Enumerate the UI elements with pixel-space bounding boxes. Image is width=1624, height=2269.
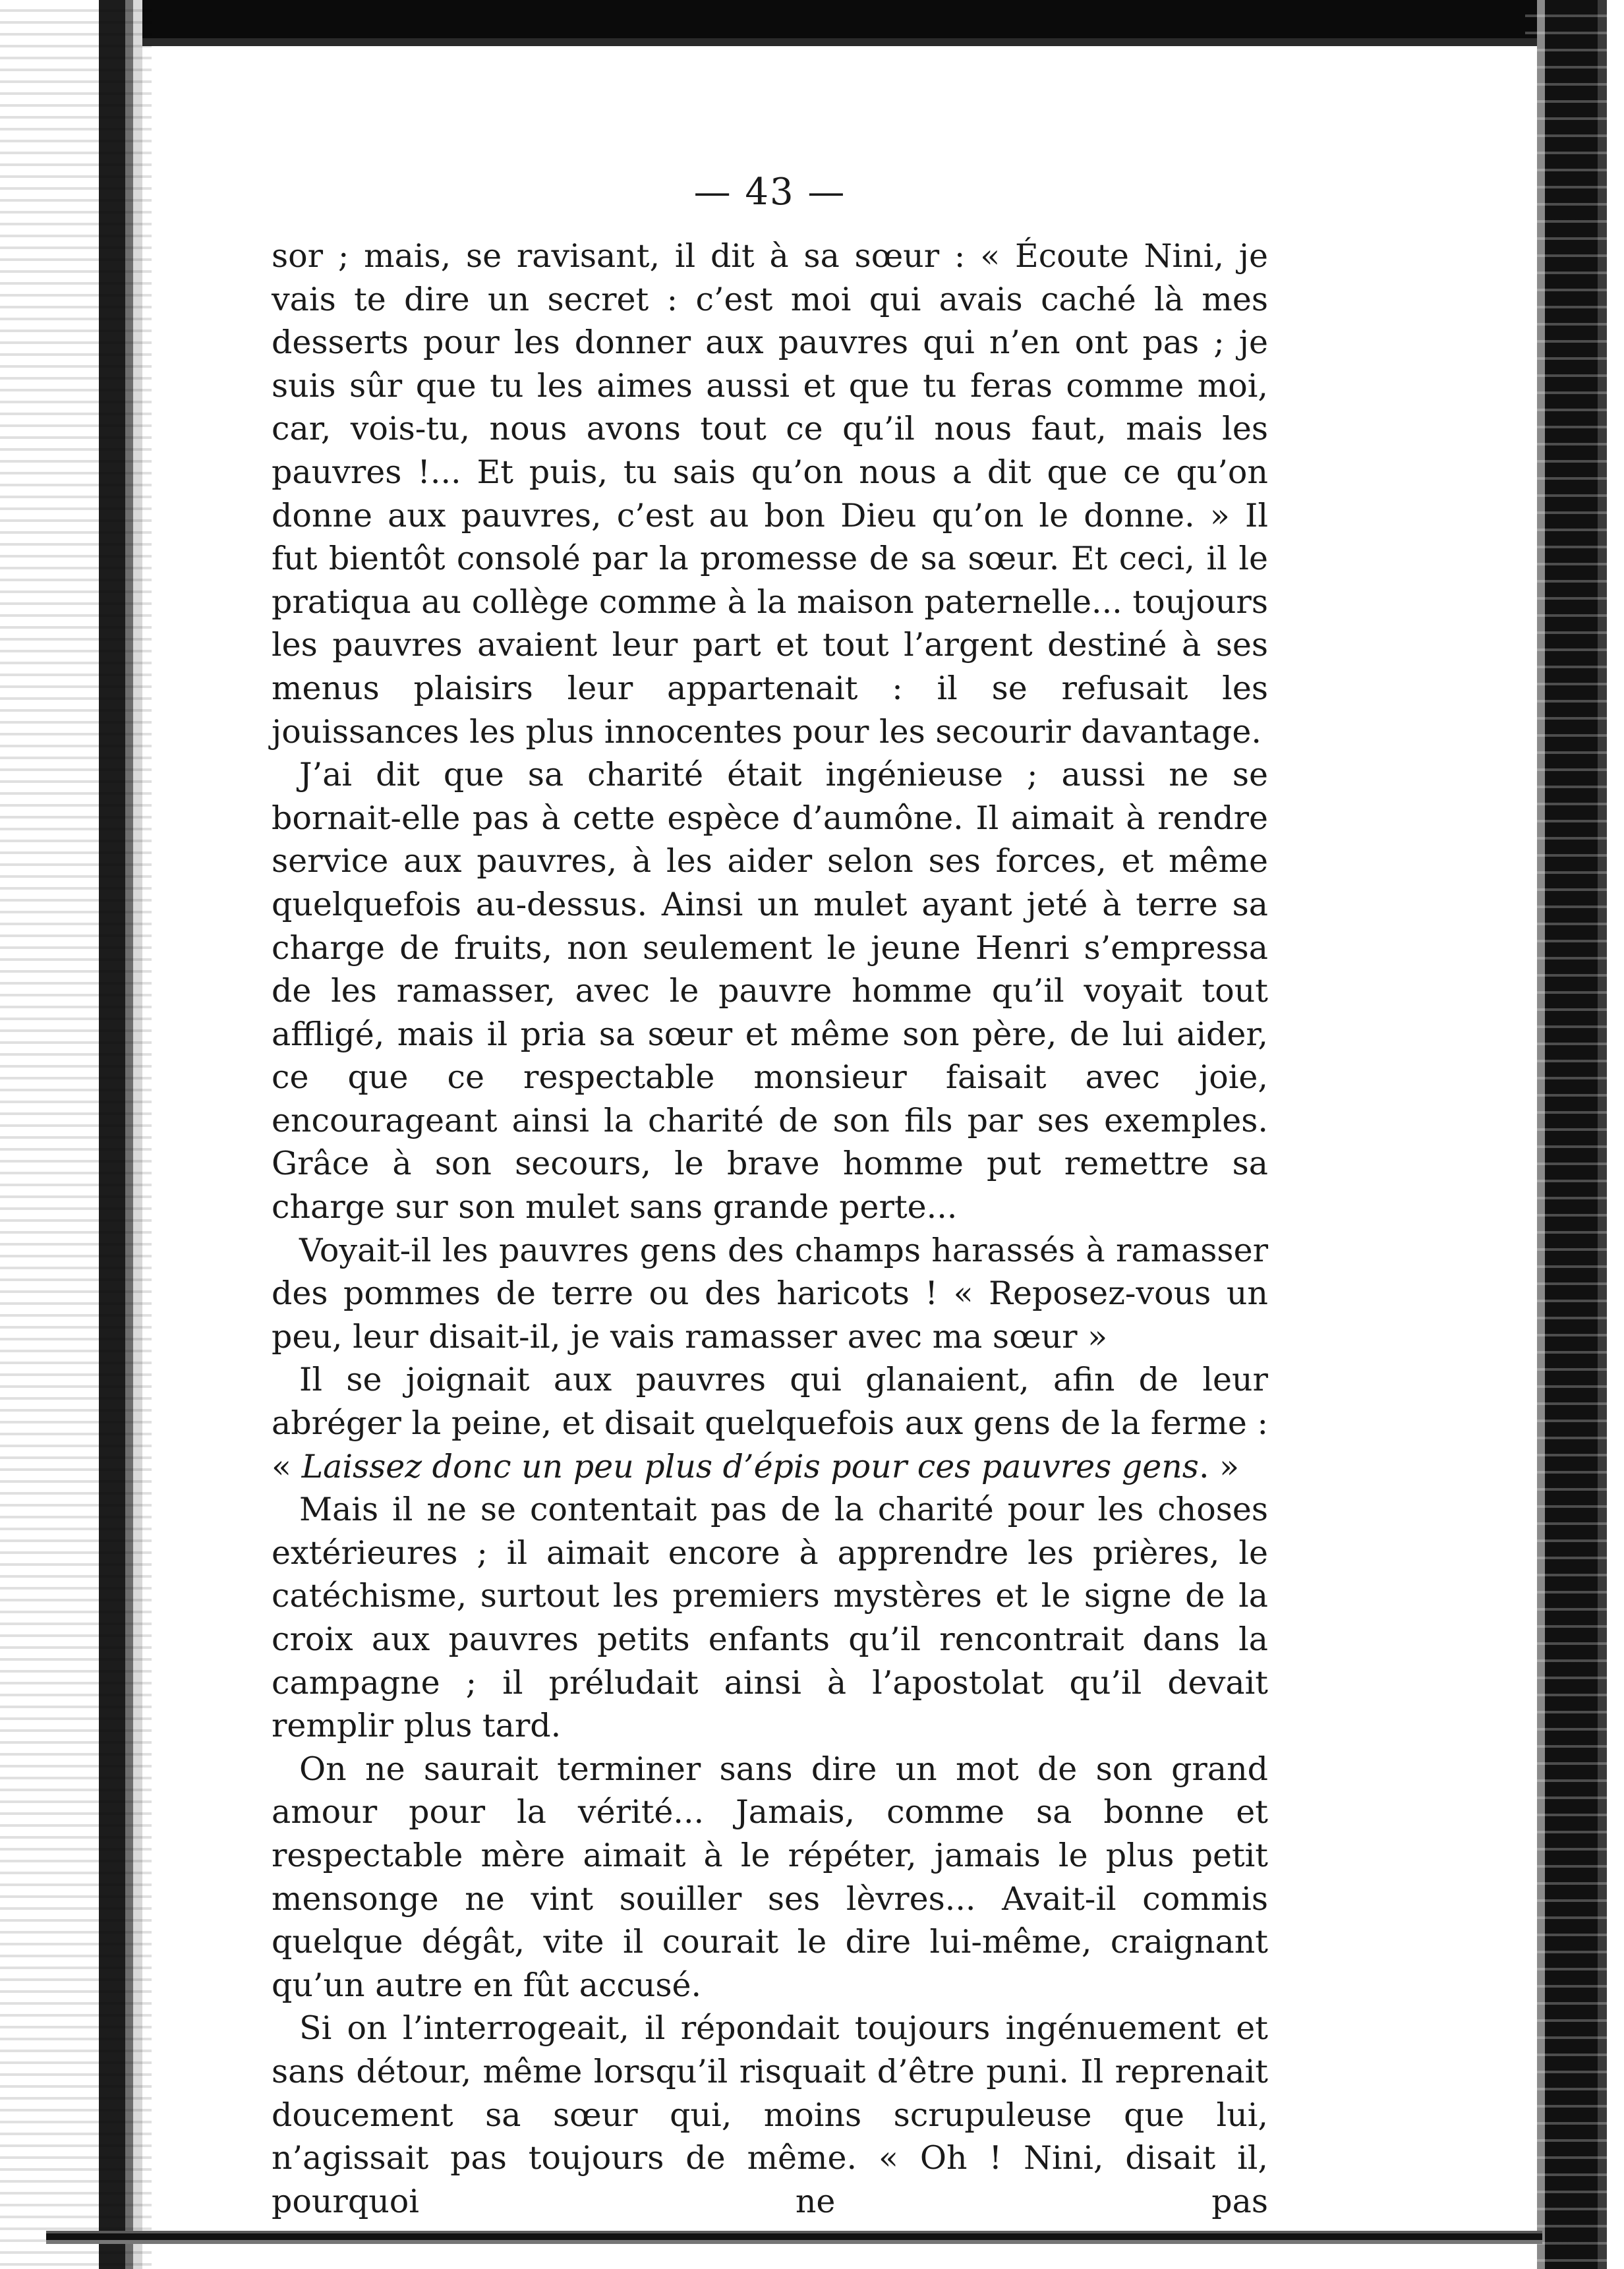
paragraph-4-text: Il se joignait aux pauvres qui glanaient, afin de leur abréger la peine, et disait quelquefois aux gens de la ferme : « [272,1361,1268,1485]
scan-border-top [0,0,1624,54]
paragraph-1: sor ; mais, se ravisant, il dit à sa sœur : « Écoute Nini, je vais te dire un secret : c’est moi qui avais caché là mes desserts pour les donner aux pauvres qui n’en ont pas ; je suis sûr que tu les aimes aussi et que tu feras comme moi, car, vois-tu, nous avons tout ce qu’il nous faut, mais les pauvres !... Et puis, tu sais qu’on nous a dit que ce qu’on donne aux pauvres, c’est au bon Dieu qu’on le donne. » Il fut bientôt consolé par la promesse de sa sœur. Et ceci, il le pratiqua au collège comme à la maison paternelle... toujours les pauvres avaient leur part et tout l’argent destiné à ses menus plaisirs leur appartenait : il se refusait les jouissances les plus innocentes pour les secourir davantage. [272,237,1268,751]
paragraph-4-italic-quote: Laissez donc un peu plus d’épis pour ces pauvres gens [301,1447,1199,1485]
book-page [272,166,1268,2223]
paragraph-4-text-end: . » [1198,1447,1240,1485]
paragraph-6: On ne saurait terminer sans dire un mot de son grand amour pour la vérité... Jamais, comme sa bonne et respectable mère aimait à le répéter, jamais le plus petit mensonge ne vint souiller ses lèvres... Avait-il commis quelque dégât, vite il courait le dire lui-même, craignant qu’un autre en fût accusé. [272,1750,1268,2004]
paragraph-2: J’ai dit que sa charité était ingénieuse ; aussi ne se bornait-elle pas à cette espèce d’aumône. Il aimait à rendre service aux pauvres, à les aider selon ses forces, et même quelquefois au-dessus. Ainsi un mulet ayant jeté à terre sa charge de fruits, non seulement le jeune Henri s’empressa de les ramasser, avec le pauvre homme qu’il voyait tout affligé, mais il pria sa sœur et même son père, de lui aider, ce que ce respectable monsieur faisait avec joie, encourageant ainsi la charité de son fils par ses exemples. Grâce à son secours, le brave homme put remettre sa charge sur son mulet sans grande perte... [272,756,1268,1226]
paragraph-3: Voyait-il les pauvres gens des champs harassés à ramasser des pommes de terre ou des haricots ! « Reposez-vous un peu, leur disait-il, je vais ramasser avec ma sœur » [272,1231,1268,1356]
scan-border-left [0,0,152,2269]
paragraph-5: Mais il ne se contentait pas de la charité pour les choses extérieures ; il aimait encore à apprendre les prières, le catéchisme, surtout les premiers mystères et le signe de la croix aux pauvres petits enfants qu’il rencontrait dans la campagne ; il préludait ainsi à l’apostolat qu’il devait remplir plus tard. [272,1491,1268,1745]
page-number: — 43 — [693,171,846,214]
scan-border-bottom [46,2231,1542,2244]
paragraph-4 [272,1358,1268,1488]
paragraph-7: Si on l’interrogeait, il répondait toujours ingénuement et sans détour, même lorsqu’il risquait d’être puni. Il reprenait doucement sa sœur qui, moins scrupuleuse que lui, n’agissait pas toujours de même. « Oh ! Nini, disait il, pourquoi ne pas [272,2009,1268,2220]
scan-border-right [1525,0,1624,2269]
